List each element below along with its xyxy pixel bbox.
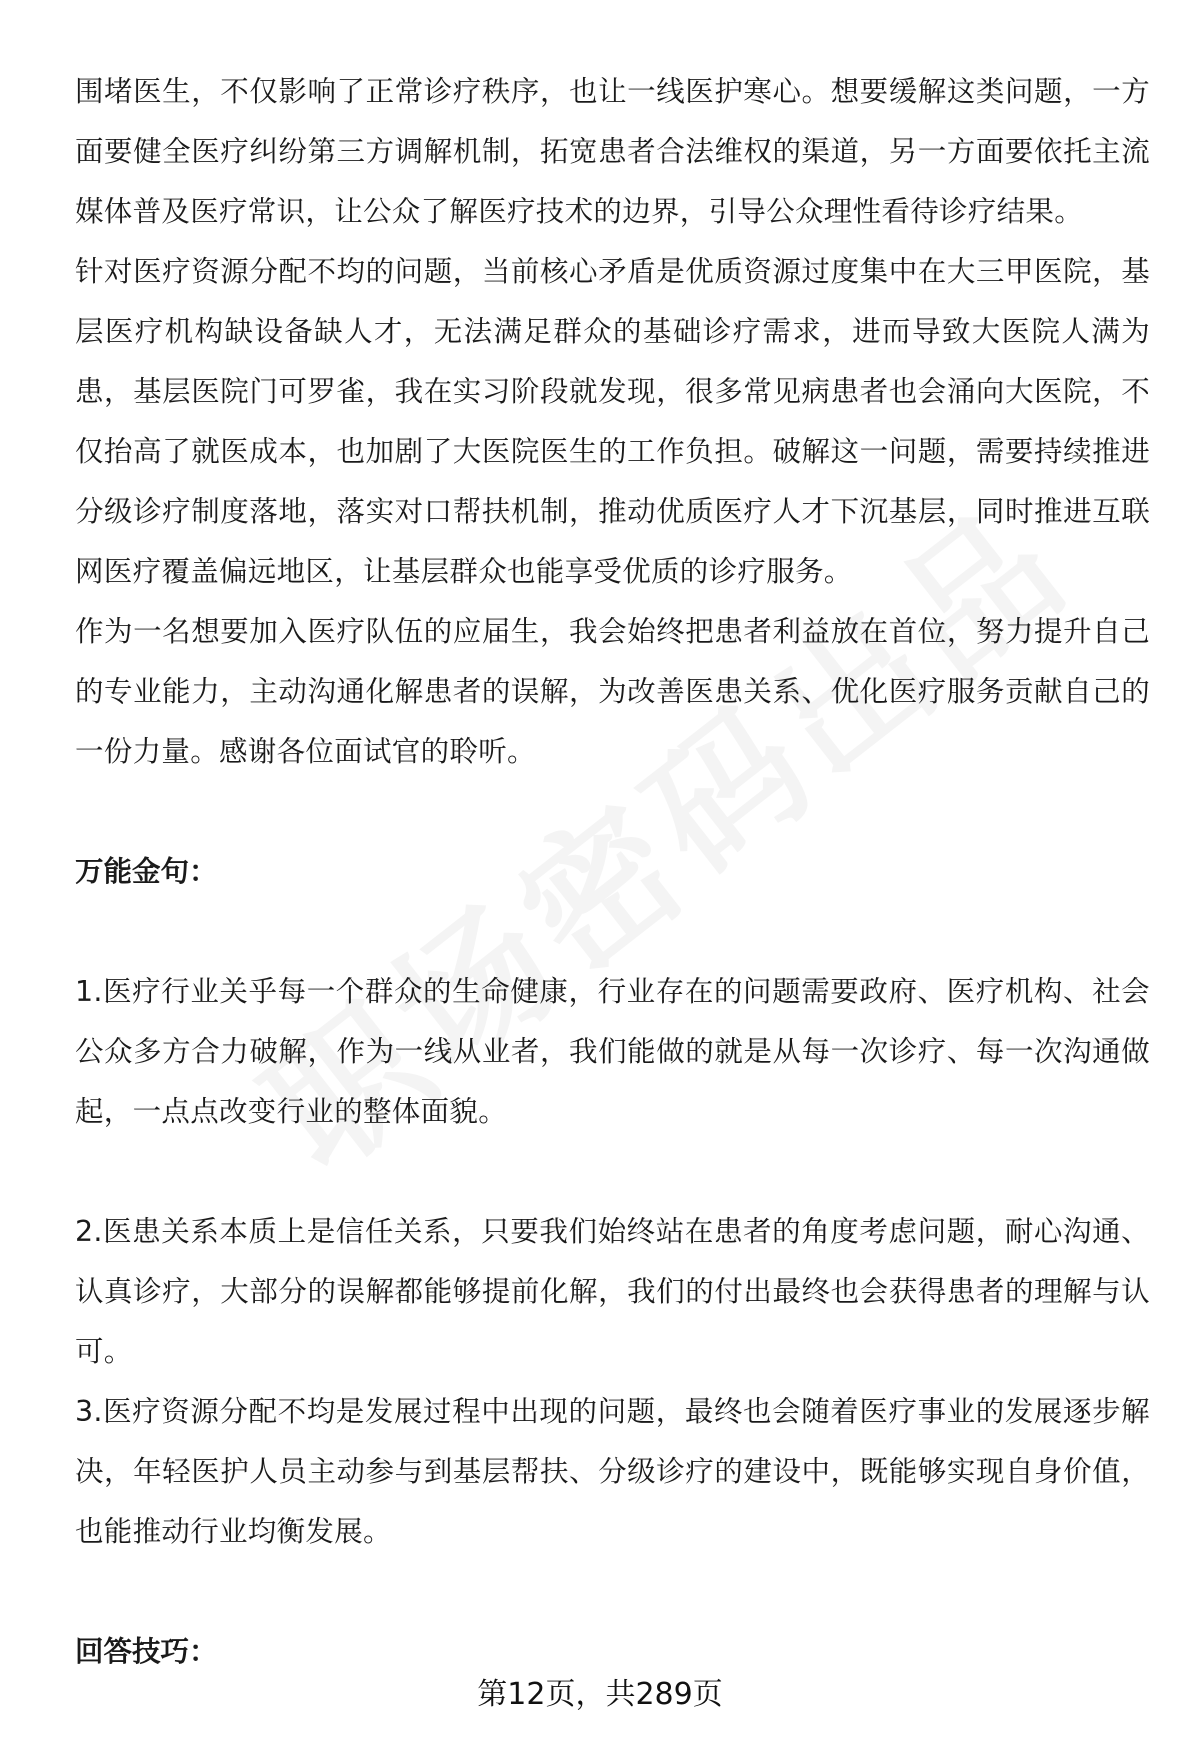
document-page xyxy=(75,62,1150,1682)
answer-tips-heading: 回答技巧： xyxy=(75,1635,218,1668)
body-paragraph: 针对医疗资源分配不均的问题，当前核心矛盾是优质资源过度集中在大三甲医院，基层医疗机构缺设备缺人才，无法满足群众的基础诊疗需求，进而导致大医院人满为患，基层医院门可罗雀，我在实习阶段就发现，很多常见病患者也会涌向大医院，不仅抬高了就医成本，也加剧了大医院医生的工作负担。破解这一问题，需要持续推进分级诊疗制度落地，落实对口帮扶机制，推动优质医疗人才下沉基层，同时推进互联网医疗覆盖偏远地区，让基层群众也能享受优质的诊疗服务。 xyxy=(75,255,1150,588)
spacer xyxy=(75,1142,1150,1202)
golden-sentence-item: 1.医疗行业关乎每一个群众的生命健康，行业存在的问题需要政府、医疗机构、社会公众多方合力破解，作为一线从业者，我们能做的就是从每一次诊疗、每一次沟通做起，一点点改变行业的整体面貌。 xyxy=(75,975,1150,1128)
golden-sentence-item: 3.医疗资源分配不均是发展过程中出现的问题，最终也会随着医疗事业的发展逐步解决，年轻医护人员主动参与到基层帮扶、分级诊疗的建设中，既能够实现自身价值，也能推动行业均衡发展。 xyxy=(75,1395,1150,1548)
golden-sentences-heading: 万能金句： xyxy=(75,855,218,888)
body-paragraph: 作为一名想要加入医疗队伍的应届生，我会始终把患者利益放在首位，努力提升自己的专业能力，主动沟通化解患者的误解，为改善医患关系、优化医疗服务贡献自己的一份力量。感谢各位面试官的聆听。 xyxy=(75,615,1150,768)
body-paragraph: 围堵医生，不仅影响了正常诊疗秩序，也让一线医护寒心。想要缓解这类问题，一方面要健全医疗纠纷第三方调解机制，拓宽患者合法维权的渠道，另一方面要依托主流媒体普及医疗常识，让公众了解医疗技术的边界，引导公众理性看待诊疗结果。 xyxy=(75,75,1150,228)
golden-sentence-item: 2.医患关系本质上是信任关系，只要我们始终站在患者的角度考虑问题，耐心沟通、认真诊疗，大部分的误解都能够提前化解，我们的付出最终也会获得患者的理解与认可。 xyxy=(75,1215,1150,1368)
spacer xyxy=(75,902,1150,962)
spacer xyxy=(75,782,1150,842)
spacer xyxy=(75,1562,1150,1622)
page-number: 第12页，共289页 xyxy=(477,1677,723,1712)
